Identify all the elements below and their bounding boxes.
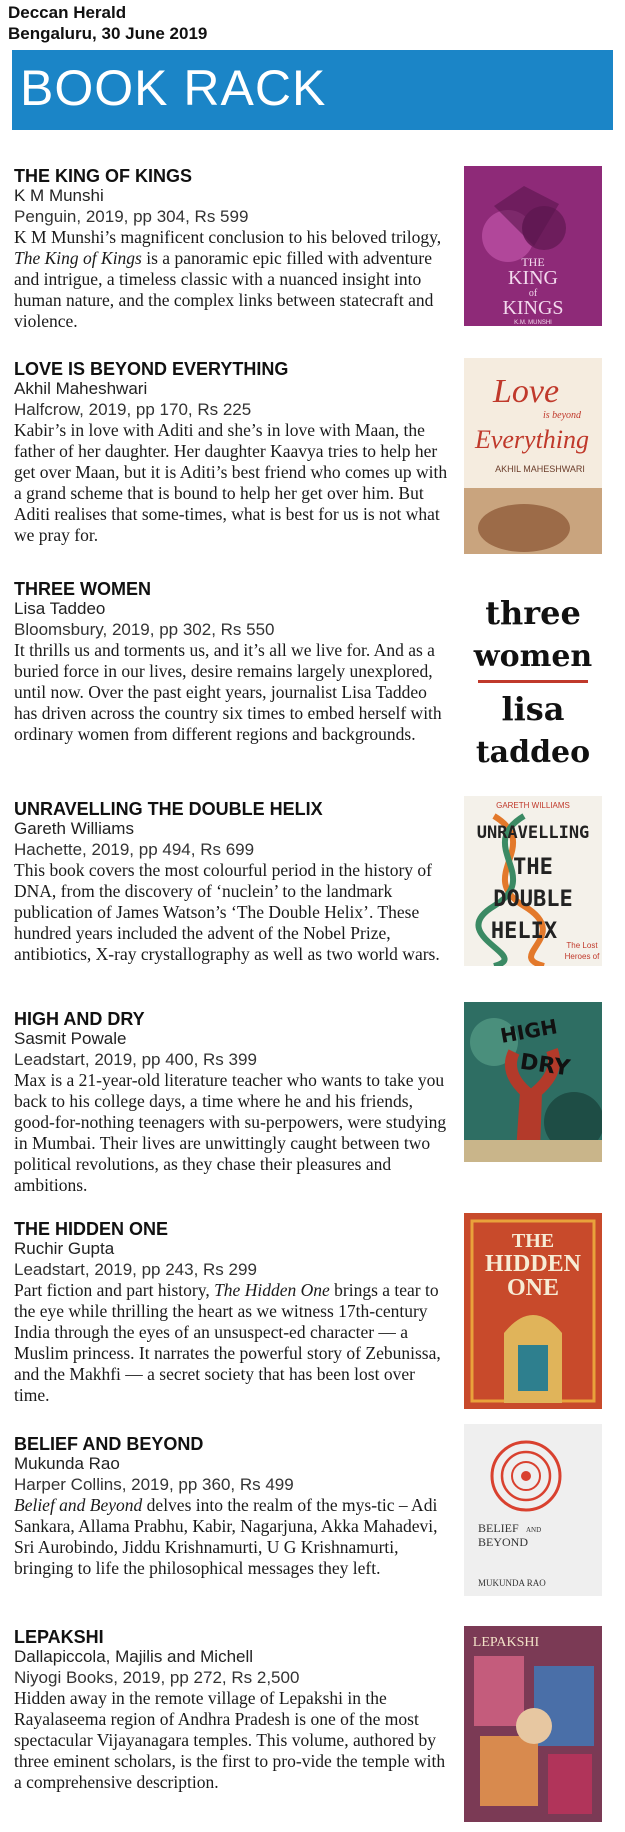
book-title: LOVE IS BEYOND EVERYTHING xyxy=(14,359,289,379)
cover-text: AKHIL MAHESHWARI xyxy=(495,464,585,474)
cover-text: of xyxy=(528,288,538,299)
book-author: Lisa Taddeo xyxy=(14,599,106,618)
book-publication: Hachette, 2019, pp 494, Rs 699 xyxy=(14,840,255,859)
cover-text: MUKUNDA RAO xyxy=(478,1578,546,1588)
book-title: THE HIDDEN ONE xyxy=(14,1219,169,1239)
cover-text: HIGH xyxy=(498,1014,560,1048)
book-title: THREE WOMEN xyxy=(14,579,151,599)
book-title: LEPAKSHI xyxy=(14,1627,104,1647)
cover-text: taddeo xyxy=(475,735,591,770)
cover-text: KING xyxy=(508,267,558,289)
book-description: This book covers the most colourful period in the history of DNA, from the discovery of ‘nuclein’ to the landmark publication of James Watson’s ‘The Double Helix’. These hundred years included the advent of the Nobel Prize, antibiotics, X-ray crystallography as well as two world wars. xyxy=(14,860,440,964)
book-publication: Harper Collins, 2019, pp 360, Rs 499 xyxy=(14,1475,294,1494)
book-author: K M Munshi xyxy=(14,186,104,205)
book-title: HIGH AND DRY xyxy=(14,1009,145,1029)
book-title: BELIEF AND BEYOND xyxy=(14,1434,204,1454)
book-author: Gareth Williams xyxy=(14,819,134,838)
cover-text: THE xyxy=(521,255,545,269)
book-description: It thrills us and torments us, and it’s all we live for. And as a buried force in our lives, desire remains largely unexplored, until now. Over the past eight years, journalist Lisa Taddeo has driven across the country six times to embed herself with ordinary women from different regions and backgrounds. xyxy=(14,640,442,744)
book-publication: Leadstart, 2019, pp 400, Rs 399 xyxy=(14,1050,257,1069)
cover-text: LEPAKSHI xyxy=(472,1635,540,1650)
book-cover-hidden-one xyxy=(464,1213,602,1409)
cover-text: lisa xyxy=(501,690,565,728)
book-author: Sasmit Powale xyxy=(14,1029,127,1048)
book-description: Belief and Beyond delves into the realm of the mys-tic – Adi Sankara, Allama Prabhu, Kabir, Nagarjuna, Akka Mahadevi, Sri Aurobindo, Jiddu Krishnamurti, U G Krishnamurti, bringing to life the philosophical messages they left. xyxy=(14,1495,438,1578)
book-author: Ruchir Gupta xyxy=(14,1239,115,1258)
book-cover-high-and-dry xyxy=(464,1002,602,1162)
book-title: THE KING OF KINGS xyxy=(14,166,193,186)
cover-text: BELIEF xyxy=(478,1521,519,1535)
cover-text: Heroes of xyxy=(564,952,600,961)
cover-text: HIDDEN xyxy=(484,1251,582,1277)
cover-text: THE xyxy=(511,1230,555,1252)
book-author: Mukunda Rao xyxy=(14,1454,120,1473)
cover-text: UNRAVELLING xyxy=(476,823,590,843)
cover-text: DRY xyxy=(518,1049,572,1082)
book-description: Kabir’s in love with Aditi and she’s in love with Maan, the father of her daughter. Her daughter Kaavya tries to help her get over Maan, but it is Aditi’s best friend who comes up with a grand scheme that is bound to help her get over him. But Aditi realises that some-times, what is best for us is not what we pray for. xyxy=(14,420,448,545)
book-publication: Leadstart, 2019, pp 243, Rs 299 xyxy=(14,1260,257,1279)
cover-text: GARETH WILLIAMS xyxy=(496,801,570,810)
section-banner xyxy=(12,50,613,130)
book-description: K M Munshi’s magnificent conclusion to his beloved trilogy, The King of Kings is a panoramic epic filled with adventure and intrigue, a timeless classic with a nuanced insight into human nature, and the complex links between statecraft and violence. xyxy=(14,227,442,331)
cover-text: KINGS xyxy=(502,297,564,319)
cover-text: women xyxy=(473,639,593,674)
cover-text: three xyxy=(485,594,581,632)
cover-text: Everything xyxy=(474,425,590,454)
cover-text: Love xyxy=(492,373,560,410)
book-cover-belief-and-beyond xyxy=(464,1424,602,1596)
cover-text: HELIX xyxy=(490,919,558,944)
book-cover-double-helix xyxy=(464,796,602,966)
cover-text: BEYOND xyxy=(478,1535,528,1549)
cover-text: ONE xyxy=(506,1275,560,1301)
book-author: Dallapiccola, Majilis and Michell xyxy=(14,1647,254,1666)
dateline: Bengaluru, 30 June 2019 xyxy=(8,24,208,43)
book-description: Part fiction and part history, The Hidden One brings a tear to the eye while thrilling the heart as we witness 17th-century India through the eyes of an unsuspect-ed character — a Muslim princess. It narrates the powerful story of Zebunissa, and the Makhfi — a secret society that has been lost over time. xyxy=(14,1280,441,1405)
book-description: Hidden away in the remote village of Lepakshi in the Rayalaseema region of Andhra Pradesh is one of the most spectacular Vijayanagara temples. This volume, authored by three eminent scholars, is the first to pro-vide the temple with a comprehensive description. xyxy=(14,1688,446,1792)
book-cover-three-women xyxy=(464,574,602,770)
newspaper-source xyxy=(8,2,207,44)
book-author: Akhil Maheshwari xyxy=(14,379,148,398)
book-publication: Halfcrow, 2019, pp 170, Rs 225 xyxy=(14,400,252,419)
newspaper-name: Deccan Herald xyxy=(8,3,127,22)
cover-text: AND xyxy=(526,1526,542,1534)
book-cover-love-is-beyond xyxy=(464,358,602,554)
book-publication: Penguin, 2019, pp 304, Rs 599 xyxy=(14,207,249,226)
book-title: UNRAVELLING THE DOUBLE HELIX xyxy=(14,799,323,819)
cover-text: DOUBLE xyxy=(493,887,573,912)
section-title: BOOK RACK xyxy=(20,60,327,116)
book-cover-king-of-kings xyxy=(464,166,602,326)
book-publication: Bloomsbury, 2019, pp 302, Rs 550 xyxy=(14,620,275,639)
cover-text: is beyond xyxy=(542,410,582,421)
cover-text: THE xyxy=(513,855,553,880)
cover-text: K.M. MUNSHI xyxy=(514,320,552,326)
book-description: Max is a 21-year-old literature teacher who wants to take you back to his college days, a time where he and his friends, good-for-nothing teenagers with su-perpowers, were studying in Mumbai. Their lives are unwittingly caught between two political revolutions, as they chase their pleasures and ambitions. xyxy=(14,1070,447,1195)
book-cover-lepakshi xyxy=(464,1626,602,1822)
cover-text: The Lost xyxy=(566,941,598,950)
book-publication: Niyogi Books, 2019, pp 272, Rs 2,500 xyxy=(14,1668,300,1687)
